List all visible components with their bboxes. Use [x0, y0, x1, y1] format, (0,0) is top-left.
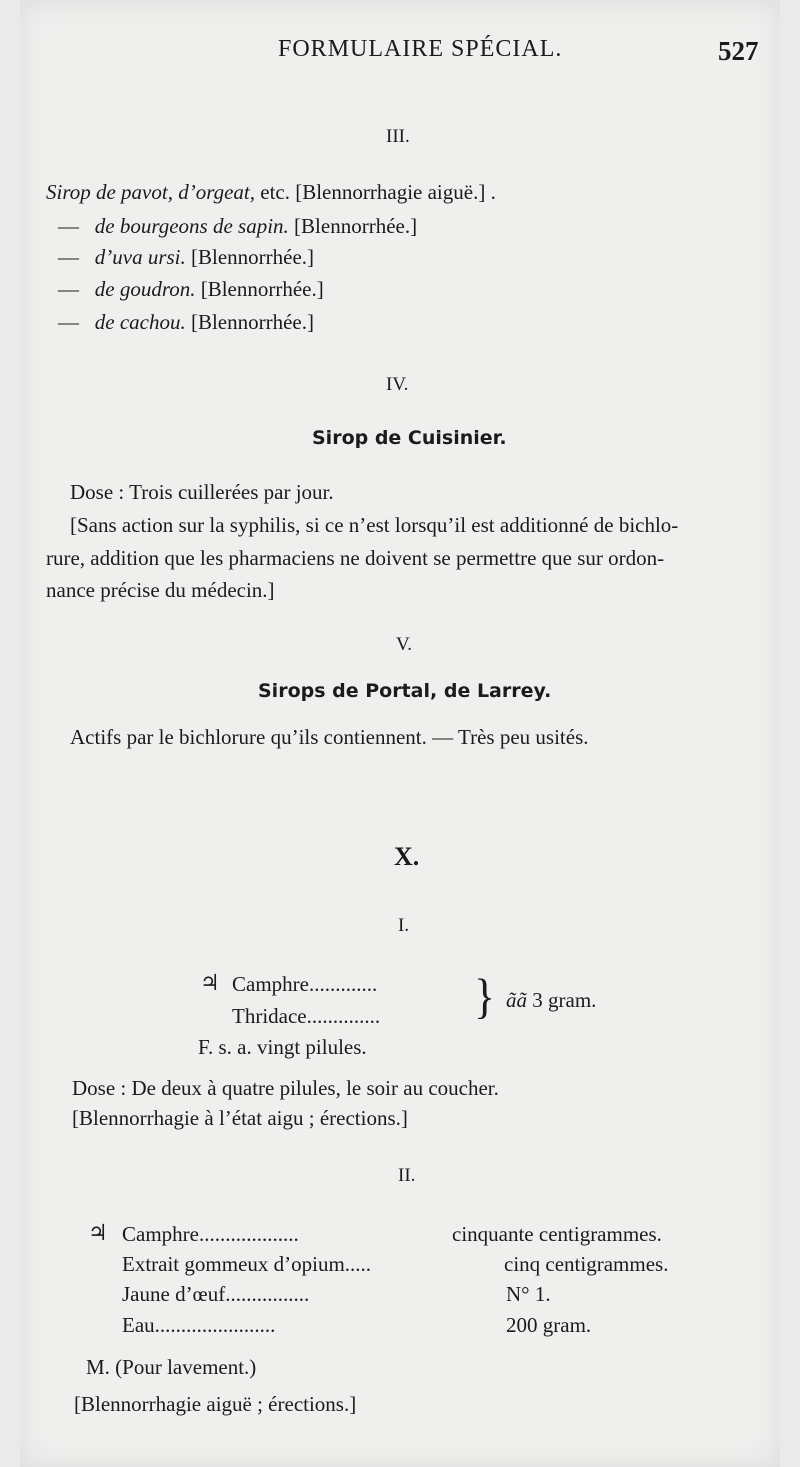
- syrup-indication: [Blennorrhée.]: [288, 214, 418, 238]
- syrup-name: de cachou.: [94, 310, 186, 334]
- note-line-2: rure, addition que les pharmaciens ne doivent se permettre que sur ordon-: [46, 546, 665, 570]
- brace-icon: }: [474, 969, 496, 1024]
- section-title-cuisinier: Sirop de Cuisinier.: [312, 427, 507, 449]
- syrup-line-5: [58, 310, 314, 335]
- recipe-symbol-icon: ♃: [88, 1220, 108, 1245]
- ingredient-name: Eau.......................: [122, 1313, 276, 1337]
- syrup-name: de goudron.: [94, 277, 196, 301]
- syrup-line-1: [46, 180, 496, 205]
- ingredient-name: Extrait gommeux d’opium.....: [122, 1252, 372, 1276]
- syrup-indication: [Blennorrhée.]: [195, 277, 324, 301]
- section-number-v: V.: [396, 634, 413, 655]
- ingredient-quantity: N° 1.: [506, 1282, 551, 1306]
- syrup-indication: etc. [Blennorrhagie aiguë.] .: [255, 180, 496, 204]
- section-number-iv: IV.: [386, 374, 409, 395]
- syrup-line-4: [58, 277, 324, 302]
- note-line-3: nance précise du médecin.]: [46, 578, 275, 602]
- ingredient-thridace: Thridace..............: [232, 1004, 381, 1028]
- ana-abbrev: ãã: [506, 988, 527, 1012]
- syrup-indication: [Blennorrhée.]: [185, 245, 315, 269]
- syrup-name: de bourgeons de sapin.: [94, 214, 289, 238]
- indication-line: [Blennorrhagie aiguë ; érections.]: [74, 1392, 357, 1416]
- ditto-dash: —: [58, 214, 79, 238]
- quantity-value: 3 gram.: [527, 988, 597, 1012]
- page-number: 527: [718, 36, 759, 66]
- syrup-indication: [Blennorrhée.]: [185, 310, 314, 334]
- recipe-number-i: I.: [398, 915, 410, 936]
- section-number-iii: III.: [386, 126, 410, 147]
- recipe-number-ii: II.: [398, 1165, 416, 1186]
- ditto-dash: —: [58, 245, 79, 269]
- syrup-name: Sirop de pavot, d’orgeat,: [46, 180, 255, 204]
- dose-line: Dose : De deux à quatre pilules, le soir au coucher.: [72, 1076, 499, 1100]
- syrup-name: d’uva ursi.: [94, 245, 186, 269]
- syrup-line-2: [58, 214, 417, 239]
- ingredient-quantity: cinq centigrammes.: [504, 1252, 669, 1276]
- mix-instruction: M. (Pour lavement.): [86, 1355, 257, 1379]
- ditto-dash: —: [58, 277, 79, 301]
- ingredient-name: Jaune d’œuf................: [122, 1282, 310, 1306]
- ingredient-quantity: 200 gram.: [506, 1313, 592, 1337]
- chapter-number: X.: [394, 842, 420, 871]
- ingredient-quantity: cinquante centigrammes.: [452, 1222, 662, 1246]
- syrup-line-3: [58, 245, 314, 270]
- running-header: FORMULAIRE SPÉCIAL.: [278, 36, 563, 62]
- ingredient-quantity: [506, 988, 596, 1013]
- section-title-portal-larrey: Sirops de Portal, de Larrey.: [258, 680, 552, 702]
- indication-line: [Blennorrhagie à l’état aigu ; érections.]: [72, 1106, 408, 1130]
- recipe-symbol-icon: ♃: [200, 970, 220, 995]
- usage-line: Actifs par le bichlorure qu’ils contiennent. — Très peu usités.: [70, 725, 589, 749]
- ingredient-name: Camphre...................: [122, 1222, 299, 1246]
- ingredient-camphre: Camphre.............: [232, 972, 378, 996]
- fs-line: F. s. a. vingt pilules.: [198, 1035, 367, 1059]
- ditto-dash: —: [58, 310, 79, 334]
- dose-line: Dose : Trois cuillerées par jour.: [70, 480, 334, 504]
- note-line-1: [Sans action sur la syphilis, si ce n’est lorsqu’il est additionné de bichlo-: [70, 513, 679, 537]
